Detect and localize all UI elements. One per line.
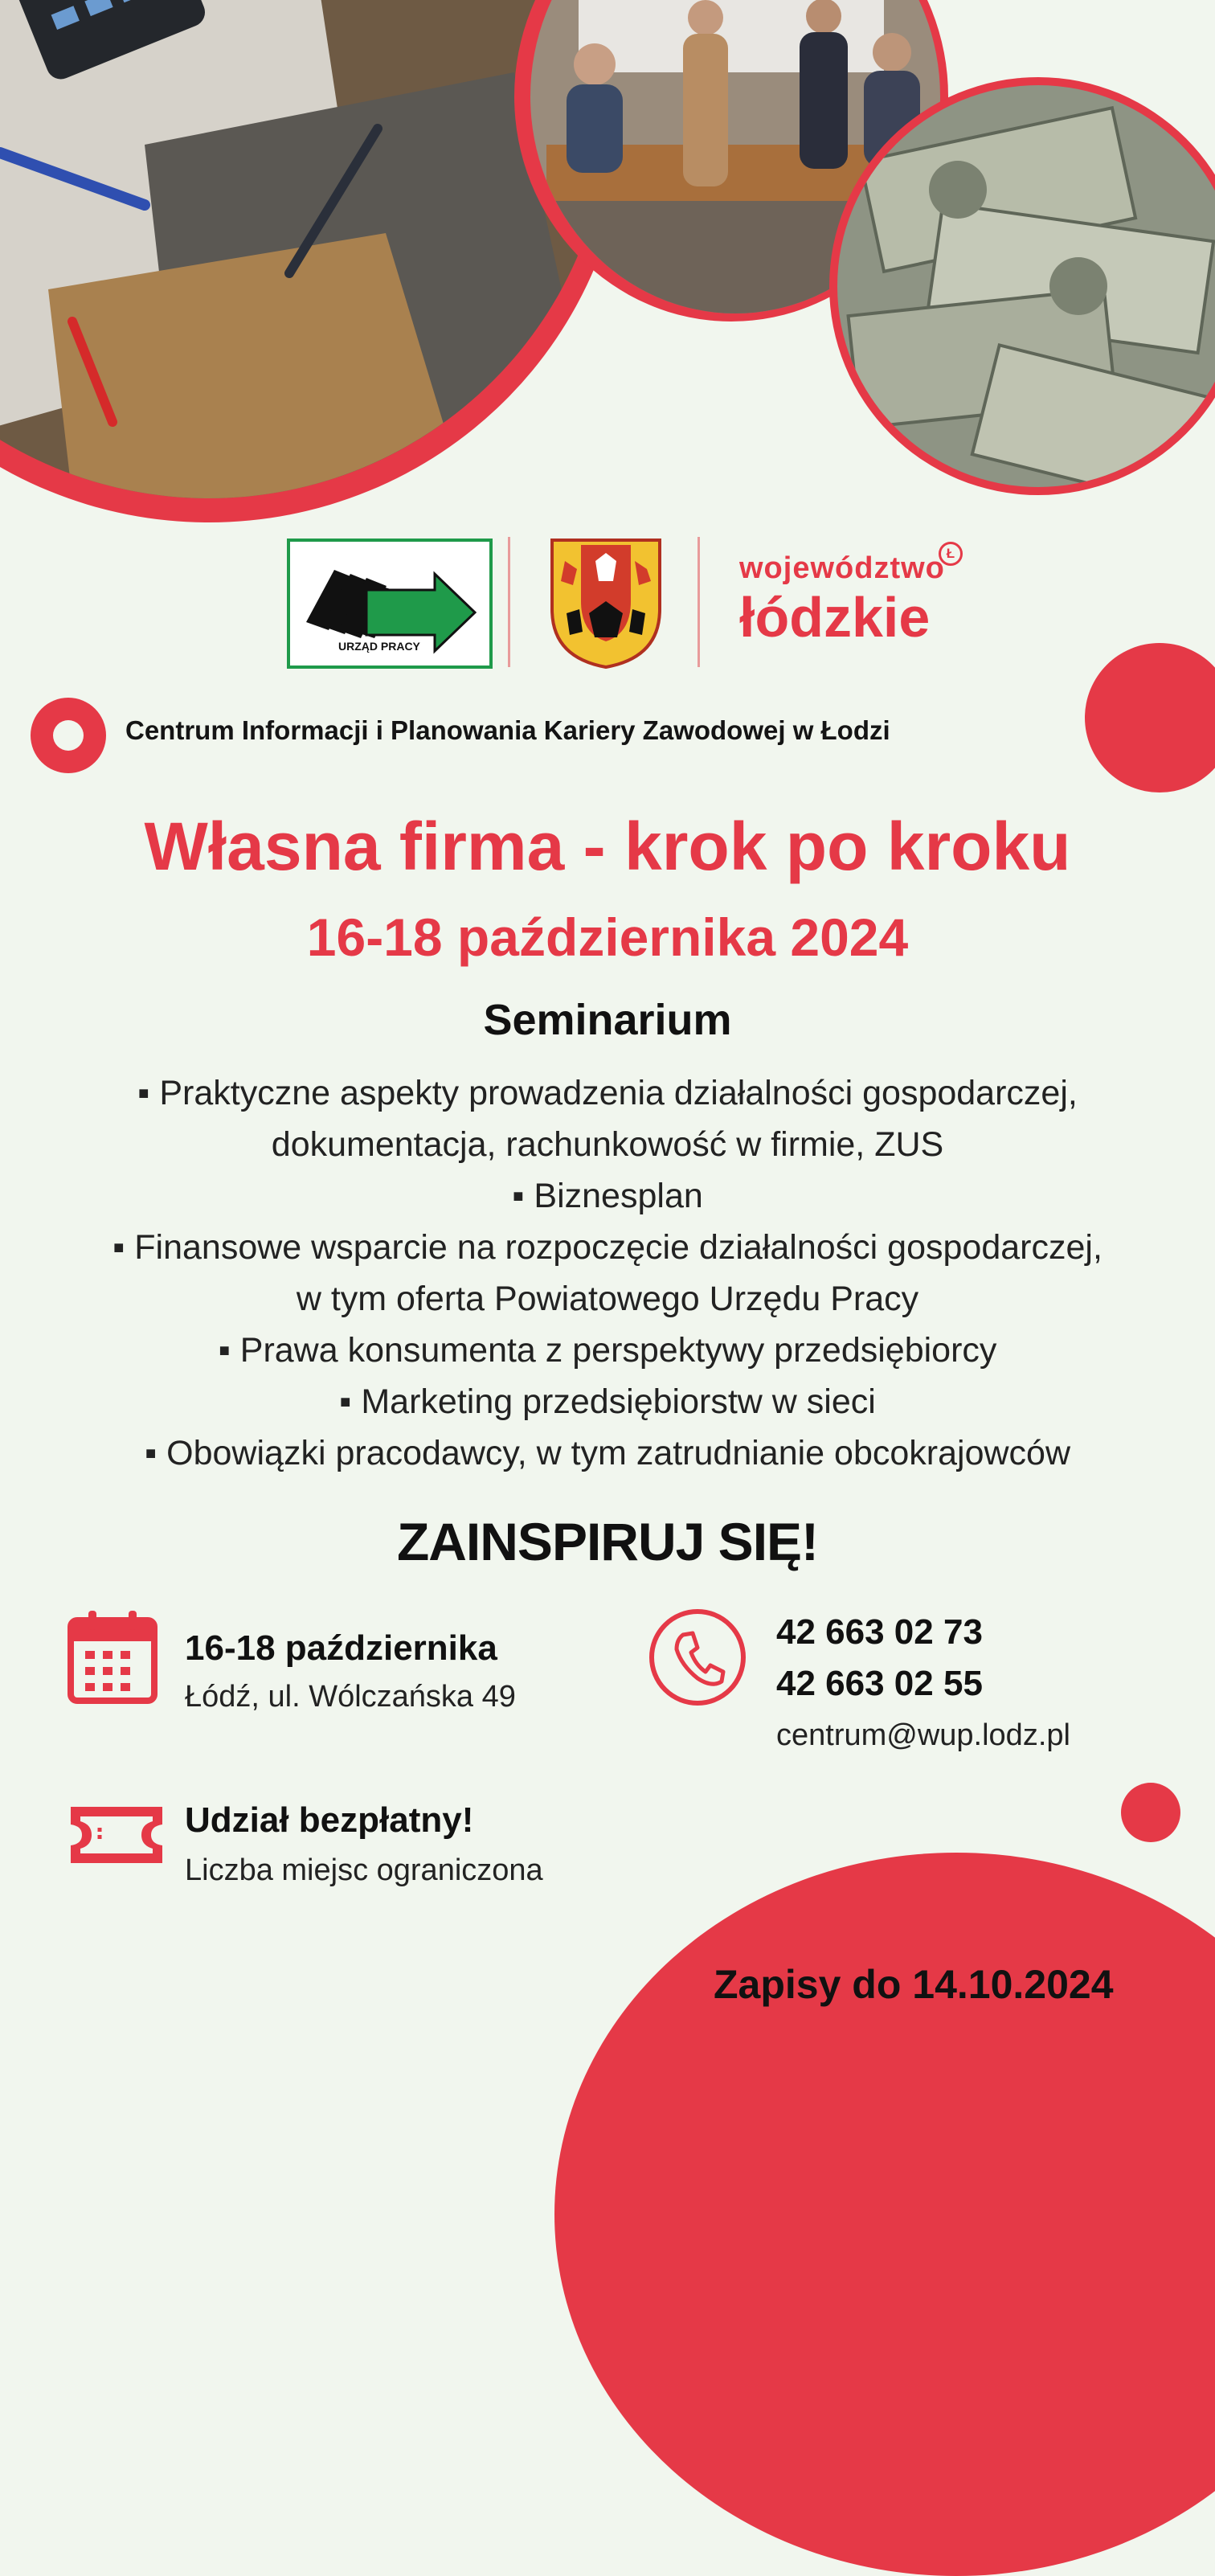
- fee-title: Udział bezpłatny!: [185, 1800, 474, 1840]
- money-photo: [837, 85, 1215, 487]
- slogan: ZAINSPIRUJ SIĘ!: [396, 1512, 819, 1571]
- event-dates-headline: 16-18 października 2024: [306, 907, 909, 967]
- organization-name: Centrum Informacji i Planowania Kariery Zawodowej w Łodzi: [125, 715, 890, 745]
- event-address: Łódź, ul. Wólczańska 49: [185, 1680, 516, 1714]
- urzad-pracy-text: URZĄD PRACY: [338, 640, 420, 653]
- phone-number-1[interactable]: 42 663 02 73: [776, 1612, 983, 1652]
- topic-line: ▪ Marketing przedsiębiorstw w sieci: [339, 1382, 876, 1421]
- topic-line: dokumentacja, rachunkowość w firmie, ZUS: [271, 1125, 944, 1164]
- logo-divider-2: [698, 537, 700, 667]
- decor-circle-right: [1085, 643, 1215, 792]
- event-dates: 16-18 października: [185, 1628, 497, 1668]
- urzad-pracy-logo: [287, 539, 493, 669]
- topic-line: ▪ Praktyczne aspekty prowadzenia działalności gospodarczej,: [137, 1074, 1078, 1112]
- registration-deadline: Zapisy do 14.10.2024: [714, 1962, 1114, 2007]
- decor-circle-small: [1121, 1783, 1180, 1842]
- topic-line: ▪ Biznesplan: [512, 1177, 703, 1215]
- topic-line: ▪ Prawa konsumenta z perspektywy przedsiębiorcy: [218, 1331, 997, 1370]
- fee-note: Liczba miejsc ograniczona: [185, 1853, 543, 1887]
- region-coat-of-arms: [549, 537, 663, 670]
- calendar-icon: [68, 1609, 158, 1704]
- event-type: Seminarium: [483, 996, 732, 1044]
- ticket-icon: [68, 1804, 166, 1866]
- page-title: Własna firma - krok po kroku: [144, 809, 1071, 884]
- lodzkie-text: łódzkie: [739, 586, 931, 649]
- phone-icon: [648, 1607, 747, 1707]
- topic-line: w tym oferta Powiatowego Urzędu Pracy: [296, 1280, 919, 1318]
- contact-email[interactable]: centrum@wup.lodz.pl: [776, 1718, 1070, 1752]
- wojewodztwo-logo: [739, 543, 980, 664]
- topic-line: ▪ Finansowe wsparcie na rozpoczęcie działalności gospodarczej,: [112, 1228, 1102, 1267]
- topics-list: [0, 1067, 1215, 1479]
- decor-ring-left: [31, 698, 106, 773]
- topic-line: ▪ Obowiązki pracodawcy, w tym zatrudnianie obcokrajowców: [144, 1434, 1071, 1472]
- lodz-boat-icon: Ł: [939, 542, 963, 566]
- logo-divider-1: [508, 537, 510, 667]
- phone-number-2[interactable]: 42 663 02 55: [776, 1664, 983, 1703]
- wojewodztwo-text: województwo: [739, 551, 945, 585]
